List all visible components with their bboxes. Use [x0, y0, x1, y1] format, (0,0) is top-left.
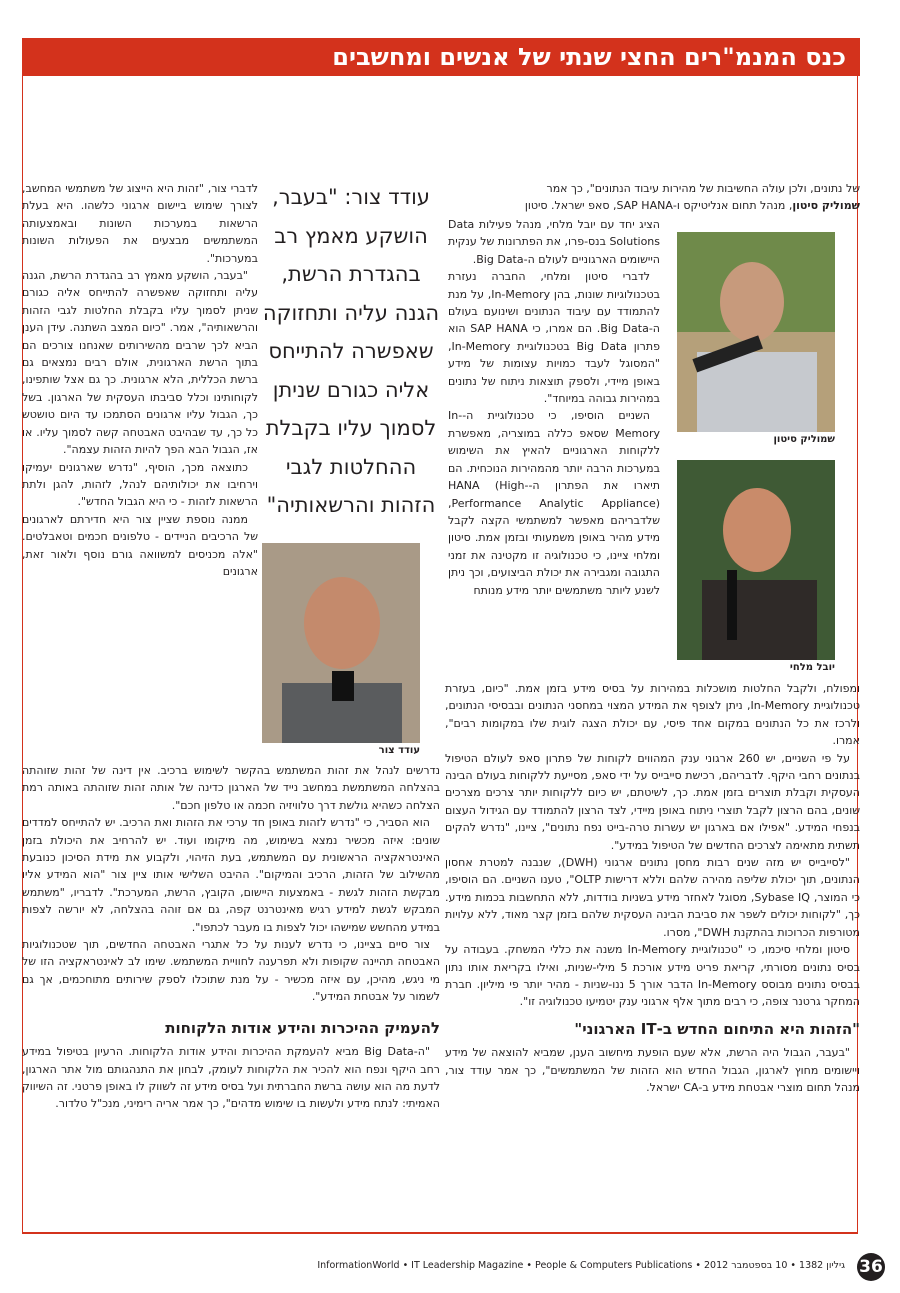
photo-yuval-malchi: [677, 460, 835, 660]
pull-quote-line: אליה כגורם שניתן: [272, 377, 430, 402]
pull-quote: [262, 178, 440, 525]
photo-caption: שמוליק סיטון: [773, 434, 835, 445]
paragraph: "לסייבייס יש מזה שנים רבות מחסן נתונים ארגוני (DWH), שנבנה למטרת אחסון הנתונים, תוך יכולת שליפה מהירה שלהם וללא דרישות OLTP", טענו השניים. הם הוסיפו, כי המוצר, Sybase IQ, מסוגל לאחזר מידע בשניות בודדות, ללא התחשבות בכמות מידע. כך, "לקוחות יכולים לשפר את סביבת הבינה העסקית שלהם בזמן קצר מאוד, ללא עלויות מטורפות הכרוכות בהתקנת DWH", מסרו.: [445, 856, 860, 939]
portrait-image: [262, 543, 420, 743]
right-col-intro: [445, 180, 860, 215]
page-footer: גיליון 1382 • 10 בספטמבר 2012 • InformationWorld • IT Leadership Magazine • People & Computers Publications: [317, 1260, 845, 1271]
intro-text-rest: , מנהל תחום אנליטיקס ו-SAP HANA, סאפ ישראל. סיטון: [524, 199, 793, 213]
paragraph: "ה-Big Data מביא להעמקת ההיכרות והידע אודות הלקוחות. הרעיון בטיפול במידע רחב היקף ונפח הוא להכיר את הלקוחות לעומק, לבחון את התנהגותם מול אתר הארגון, לדעת מה הוא עושה ברשת החברתית ועל בסיס מידע זה לשווק לו באופן פרטני. זה השיווק האמיתי: לנתח מידע ולעשות בו שימוש מדהים", כך אמר אריה רימיני, מנכ"ל טלדור.: [22, 1045, 440, 1111]
paragraph: "בעבר, הושקע מאמץ רב בהגדרת הרשת, הגנה עליה ותחזוקה שאפשרה להתייחס אליה כגורם שניתן לסמוך עליו בקבלת החלטות לגבי הזהות והרשאותיה", אמר. "כיום המצב השתנה. עידן הענן הביא לכך שרבים מהשירותים שאנחנו צורכים הם בתוך הרשת הארגונית, אולם רבים נמצאים גם ברשת הכללית, הלא ארגונית. כך גם אצל שותפינו, לקוחותינו וכלל סביבתו העסקית של הארגון. בשל כך, הגבול עליו ארגונים הסתמכו עד היום טושטש כל כך, עד שבהיבט האבטחה קשה לסמוך עליו. או אז, הגבול הבא הפך להיות הזהות עצמה".: [22, 269, 258, 457]
page-number: 36: [857, 1253, 885, 1281]
photo-oded-tzur: [262, 543, 420, 743]
paragraph: צור סיים בציינו, כי נדרש לענות על כל אתגרי האבטחה החדשים, תוך שטכנולוגיות האבטחה תהיינה שקופות ולא תפרענה לחוויית המשתמש. שימו לב לאינטראקציה הזו של מי ניגש, מהיכן, עם איזה מכשיר - על מנת שתוכלו לספק שירותים מתוחכמים, אך גם לשמור על אבטחת המידע".: [22, 938, 440, 1004]
right-col-body: [445, 680, 860, 1096]
paragraph: כתוצאה מכך, הוסיף, "נדרש שארגונים יעמיקו וירחיבו את יכולותיהם לנהל, לזהות, להגן ולתת הרשאות לזהות - כי היא הגבול החדש".: [22, 460, 258, 509]
pull-quote-line: בהגדרת הרשת,: [281, 262, 421, 286]
paragraph: הוא הסביר, כי "נדרש לזהות באופן חד ערכי את הזהות ואת הרכיב. יש להתייחס למדדים שונים: איזה מכשיר נמצא בשימוש, מה מיקומו ועוד. יש להרחיב את היכולת בזמן האינטראקציה הראשונית עם המשתמש, בעת הזיהוי, ולקבוע את מידת הסיכון כנובעת מהשילוב של הזהות, הרכיב והמיקום". ההיבט השלישי אותו ציין צור "הוא המידע אליו מבקשת הזהות לגשת - באמצעות היישום, הקובץ, הרשת, המערכת". לדבריו, "משתמש המבקש לגשת למידע רגיש מאינטרנט קפה, גם אם זוהה בהצלחה, לא יורשה לצפות במידע מהחשש שמישהו יכול לצפות בו מעבר לכתפו".: [22, 816, 440, 934]
paragraph: נדרשים לנהל את זהות המשתמש בהקשר לשימוש ברכיב. אין דינה של זהות שזוהתה בהצלחה המשתמשת במחשב נייד של הארגון כדינה של אותה זהות שזוהתה באותה רמת הצלחה כשהיא גולשת דרך טלוויזיה חכמה או טלפון חכם".: [22, 764, 440, 812]
pull-quote-line: הזהות והרשאותיה": [266, 493, 436, 517]
photo-caption: יובל מלחי: [789, 662, 835, 673]
paragraph: השניים הוסיפו, כי טכנולוגיית ה-In-Memory שסאפ כללה במוצריה, מאפשרת ללקוחות הארגוניים להאיץ את השימוש במערכות הרבה יותר מהמהירות הנוכחית. הם תיארו את הפתרון ה-HANA (High-Performance Analytic Appliance), שלדבריהם מאפשר למשתמשי הקצה לקבל מידע מהיר באופן משמעותי ובזמן אמת. סיטון ומלחי ציינו, כי טכנולוגיה זו מקטינה את זמני התגובה ומגבירה את יכולת הביצועים, וכך ניתן לשנע ליותר משתמשים יותר מידע מנותח: [448, 409, 660, 597]
paragraph: על פי השניים, יש 260 ארגוני ענק המהווים לקוחות של פתרון סאפ לעולם הטיפול בנתונים רחבי היקף. לדבריהם, רכישת סייבייס על ידי סאפ, מסייעת ללקוחות בעולם הבינה העסקית וקבלת תוצרים בזמן אמת. כך, לשיטתם, יש כיום ללקוחות יותר צרכים מצרכים שונים, בהם הרצון לקבל תוצרי ניתוח באופן מיידי, לצד הרצון להתמודד עם הגידול העצום בנפחי המידע. "אפילו אם בארגון יש עשרות טרה-בייט נפח נתונים", ציינו, "נדרש להקים תשתית מתאימה לצרכים החדשים של הטיפול במידע".: [445, 751, 860, 852]
paragraph: ומפולח, ולקבל החלטות מושכלות במהירות על בסיס מידע בזמן אמת. "כיום, בעזרת טכנולוגיית In-Memory, ניתן לצופף את המידע המצוי במחסני הנתונים ובבסיסי הנתונים, ולרכז את כל הנתונים במקום אחד פיסי, עם יכולת הצגה לוגית שלו במקומות רבים", אמרו.: [445, 682, 861, 748]
portrait-image: [677, 232, 835, 432]
page-header-title: כנס המנמ"רים החצי שנתי של אנשים ומחשבים: [332, 43, 846, 71]
photo-shmulik-siton: [677, 232, 835, 432]
section-subheading: "הזהות היא התיחום החדש ב-IT הארגוני": [574, 1019, 860, 1038]
speaker-name: שמוליק סיטון: [792, 199, 860, 213]
pull-quote-line: הושקע מאמץ רב: [274, 223, 428, 248]
portrait-image: [677, 460, 835, 660]
pull-quote-line: שאפשרה להתייחס: [268, 339, 434, 363]
paragraph: "בעבר, הגבול היה הרשת, אלא שעם הופעת מיחשוב הענן, שמביא להוצאה של מידע ויישומים מחוץ לארגון, הגבול החדש הוא הזהות של המשתמשים", כך אמר עודד צור, מנהל תחום מוצרי אבטחת מידע ב-CA ישראל.: [445, 1046, 860, 1094]
header-band: [22, 38, 860, 76]
paragraph: סיטון ומלחי סיכמו, כי "טכנולוגיית In-Memory משנה את כללי המשחק. בעבודה על בסיס נתונים מסורתי, קריאת פריט מידע אורכת 5 מילי-שניות, ואילו בקריאת אותו נתון בבסיס נתונים מבוסס In-Memory הדבר אורך 5 ננו-שניות - מהיר יותר פי מיליון. חברת המחקר גרטנר צופה, כי רבים מתוך אלף ארגוני ענק יטמיעו טכנולוגיה זו".: [445, 943, 861, 1009]
left-col-lower: [22, 762, 440, 1113]
right-col-narrow: [448, 216, 660, 599]
pull-quote-line: ההחלטות לגבי: [285, 454, 417, 479]
left-col-upper: [22, 180, 258, 580]
pull-quote-line: הגנה עליה ותחזוקה: [262, 300, 440, 325]
pull-quote-line: עודד צור: "בעבר,: [272, 185, 430, 209]
paragraph: הציג יחד עם יובל מלחי, מנהל פעילות Data Solutions בנס-פרו, את הפתרונות של ענקית היישומים הארגוניים לעולם ה-Big Data.: [447, 218, 660, 266]
paragraph: ממנה נוספת שציין צור היא חדירתם לארגונים של הרכיבים הניידים - טלפונים חכמים וטאבלטים. "אלה מכניסים למשוואה גורם נוסף ולאור זאת, ארגונים: [22, 512, 258, 578]
pull-quote-line: לסמוך עליו בקבלת: [265, 416, 437, 440]
intro-text: של נתונים, ולכן עולה החשיבות של מהירות עיבוד הנתונים", כך אמר: [546, 182, 860, 195]
section-subheading: להעמיק ההיכרות והידע אודות הלקוחות: [165, 1018, 440, 1037]
paragraph: לדברי סיטון ומלחי, החברה נעזרת בטכנולוגיות שונות, בהן In-Memory, על מנת להתמודד עם עיבוד הנתונים ושינועם בעולם ה-Big Data. הם אמרו, כי SAP HANA הוא פתרון Big Data בטכנולוגיית In-Memory, "המסוגל לעבד כמויות עצומות של מידע באופן מיידי, ולספק תוצאות ניתוח של נתונים במהירות גבוהה במיוחד".: [448, 270, 660, 406]
photo-caption: עודד צור: [378, 745, 420, 756]
paragraph: לדברי צור, "זהות היא הייצוג של משתמשי המחשב, לצורך שימוש ביישום ארגוני כלשהו. היא בעלת הרשאות במערכות השונות ובאמצעותה המשתמשים מבצעים את הפעולות השונות במערכות".: [22, 182, 258, 265]
